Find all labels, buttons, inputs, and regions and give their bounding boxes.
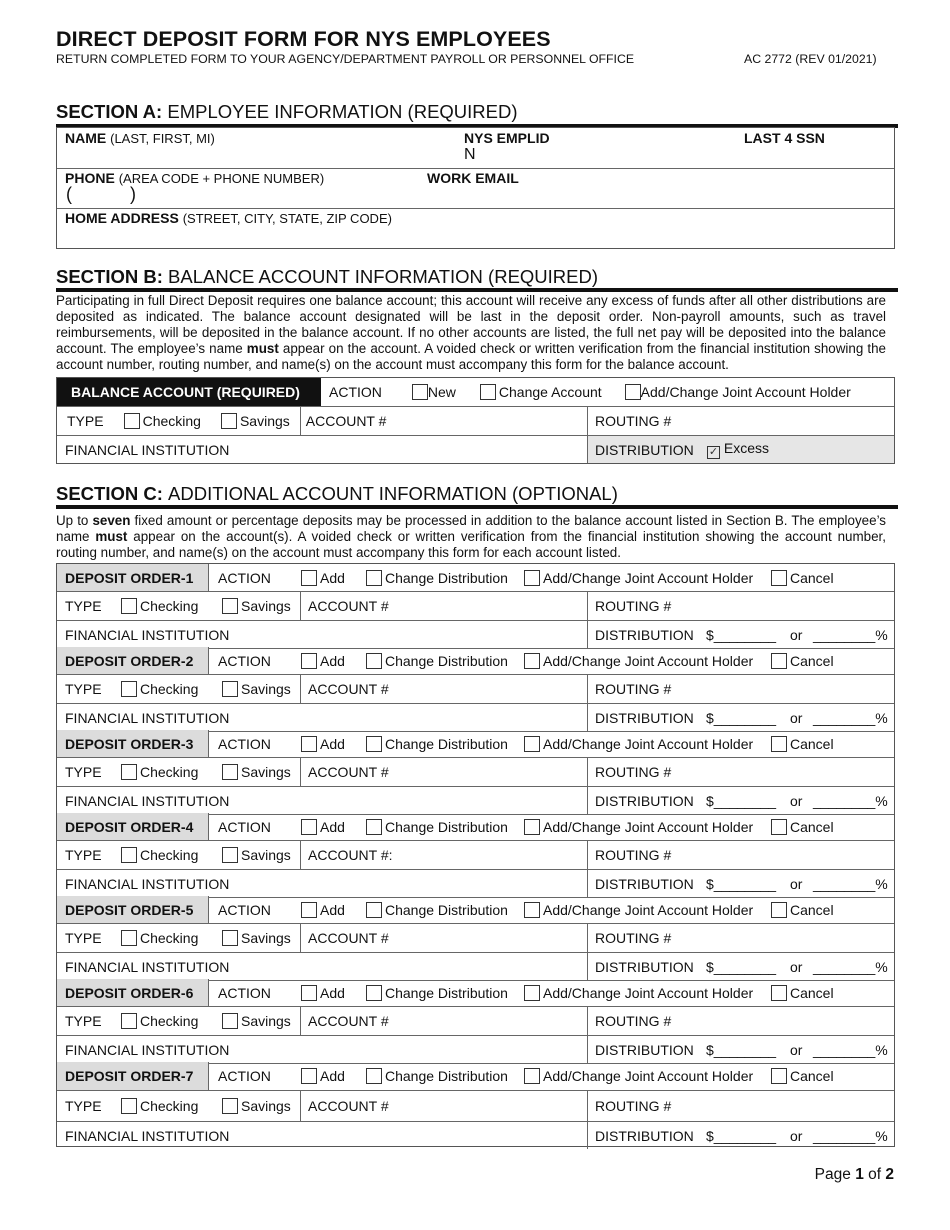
divider bbox=[208, 730, 209, 757]
distribution-amount-field[interactable]: $________ bbox=[706, 626, 777, 643]
section-b-instructions: Participating in full Direct Deposit requires one balance account; this account will receive any excess of funds after all other distributions are deposited as indicated. The balance account designated will be last in the deposit order. Non-payroll amounts, such as travel reimbursements, will be deposited in the balance account. If no other accounts are listed, the full net pay will be deposited into the balance account. The employee’s name must appear on the account. A voided check or written verification from the financial institution showing the account number, routing number, and name(s) on the account must accompany this form for the balance account. bbox=[56, 293, 886, 372]
account-number-field[interactable]: ACCOUNT # bbox=[308, 681, 389, 697]
or-label: or bbox=[790, 875, 803, 892]
checking-option[interactable]: Checking bbox=[124, 413, 201, 429]
account-number-field[interactable]: ACCOUNT # bbox=[308, 1013, 389, 1029]
deposit-order-7-type-row bbox=[57, 1091, 894, 1121]
routing-number-field[interactable]: ROUTING # bbox=[595, 764, 672, 780]
deposit-order-1-type-row bbox=[57, 592, 894, 620]
savings-option[interactable]: Savings bbox=[222, 847, 291, 863]
deposit-order-7-fi-row bbox=[57, 1122, 894, 1149]
change-account-option[interactable]: Change Account bbox=[480, 384, 602, 400]
distribution-amount-field[interactable]: $________ bbox=[706, 709, 777, 726]
financial-institution-field[interactable]: FINANCIAL INSTITUTION bbox=[65, 792, 230, 809]
deposit-order-1-fi-row bbox=[57, 621, 894, 648]
section-b-heading: SECTION B: BALANCE ACCOUNT INFORMATION (REQUIRED) bbox=[56, 266, 599, 287]
form-number: AC 2772 (REV 01/2021) bbox=[744, 52, 877, 66]
change-distribution-option[interactable]: Change Distribution bbox=[366, 570, 508, 586]
savings-option[interactable]: Savings bbox=[221, 413, 290, 429]
savings-option[interactable]: Savings bbox=[222, 930, 291, 946]
action-label: ACTION bbox=[218, 901, 271, 918]
check-icon: ✓ bbox=[708, 446, 719, 458]
cancel-option[interactable]: Cancel bbox=[771, 819, 834, 835]
distribution-amount-field[interactable]: $________ bbox=[706, 792, 777, 809]
divider bbox=[57, 208, 894, 209]
account-number-field[interactable]: ACCOUNT # bbox=[305, 413, 387, 429]
joint-holder-option[interactable]: Add/Change Joint Account Holder bbox=[524, 819, 753, 835]
divider bbox=[300, 675, 301, 703]
routing-number-field[interactable]: ROUTING # bbox=[595, 1013, 672, 1029]
financial-institution-field[interactable]: FINANCIAL INSTITUTION bbox=[65, 958, 230, 975]
form-title: DIRECT DEPOSIT FORM FOR NYS EMPLOYEES bbox=[56, 27, 551, 51]
distribution-percent-field[interactable]: ________% bbox=[813, 875, 888, 892]
type-label: TYPE bbox=[65, 847, 102, 863]
deposit-order-6-type-row bbox=[57, 1007, 894, 1035]
divider bbox=[208, 813, 209, 840]
financial-institution-field[interactable]: FINANCIAL INSTITUTION bbox=[65, 709, 230, 726]
name-field[interactable]: NAME (LAST, FIRST, MI) bbox=[65, 130, 215, 146]
page-number: Page 1 of 2 bbox=[814, 1166, 894, 1183]
divider bbox=[57, 168, 894, 169]
phone-label: PHONE (AREA CODE + PHONE NUMBER) bbox=[65, 170, 325, 186]
joint-holder-option[interactable]: Add/Change Joint Account Holder bbox=[524, 736, 753, 752]
add-option[interactable]: Add bbox=[301, 736, 345, 752]
change-distribution-option[interactable]: Change Distribution bbox=[366, 902, 508, 918]
action-label: ACTION bbox=[218, 735, 271, 752]
account-number-field[interactable]: ACCOUNT #: bbox=[308, 847, 393, 863]
distribution-label: DISTRIBUTION bbox=[595, 1127, 694, 1144]
divider bbox=[300, 924, 301, 952]
divider bbox=[300, 592, 301, 620]
distribution-percent-field[interactable]: ________% bbox=[813, 709, 888, 726]
action-label: ACTION bbox=[218, 1068, 271, 1084]
divider bbox=[300, 758, 301, 786]
change-distribution-option[interactable]: Change Distribution bbox=[366, 985, 508, 1001]
joint-holder-option[interactable]: Add/Change Joint Account Holder bbox=[524, 570, 753, 586]
deposit-order-3-fi-row bbox=[57, 787, 894, 814]
routing-number-field[interactable]: ROUTING # bbox=[595, 681, 672, 697]
distribution-percent-field[interactable]: ________% bbox=[813, 626, 888, 643]
account-number-field[interactable]: ACCOUNT # bbox=[308, 598, 389, 614]
distribution-amount-field[interactable]: $________ bbox=[706, 875, 777, 892]
joint-holder-option[interactable]: Add/Change Joint Account Holder bbox=[625, 384, 851, 400]
phone-field[interactable]: ( ) bbox=[66, 184, 136, 204]
add-option[interactable]: Add bbox=[301, 985, 345, 1001]
routing-number-field[interactable]: ROUTING # bbox=[595, 930, 672, 946]
checking-option[interactable]: Checking bbox=[121, 930, 198, 946]
type-label: TYPE bbox=[65, 1013, 102, 1029]
distribution-percent-field[interactable]: ________% bbox=[813, 1127, 888, 1144]
add-option[interactable]: Add bbox=[301, 1068, 345, 1084]
deposit-order-7-action-row bbox=[57, 1062, 894, 1090]
change-distribution-option[interactable]: Change Distribution bbox=[366, 819, 508, 835]
deposit-order-3-action-row bbox=[57, 730, 894, 757]
distribution-amount-field[interactable]: $________ bbox=[706, 1041, 777, 1058]
deposit-order-5-action-row bbox=[57, 896, 894, 923]
action-label: ACTION bbox=[218, 984, 271, 1001]
savings-option[interactable]: Savings bbox=[222, 1098, 291, 1114]
savings-option[interactable]: Savings bbox=[222, 598, 291, 614]
savings-option[interactable]: Savings bbox=[222, 681, 291, 697]
change-distribution-option[interactable]: Change Distribution bbox=[366, 1068, 508, 1084]
deposit-order-2-type-row bbox=[57, 675, 894, 703]
distribution-label: DISTRIBUTION bbox=[595, 1041, 694, 1058]
deposit-order-2-fi-row bbox=[57, 704, 894, 731]
joint-holder-option[interactable]: Add/Change Joint Account Holder bbox=[524, 653, 753, 669]
distribution-amount-field[interactable]: $________ bbox=[706, 1127, 777, 1144]
deposit-order-6-label: DEPOSIT ORDER-6 bbox=[65, 984, 194, 1001]
cancel-option[interactable]: Cancel bbox=[771, 902, 834, 918]
type-label: TYPE bbox=[65, 764, 102, 780]
section-c-rule bbox=[56, 505, 898, 509]
joint-holder-option[interactable]: Add/Change Joint Account Holder bbox=[524, 985, 753, 1001]
joint-holder-option[interactable]: Add/Change Joint Account Holder bbox=[524, 1068, 753, 1084]
or-label: or bbox=[790, 792, 803, 809]
distribution-percent-field[interactable]: ________% bbox=[813, 958, 888, 975]
deposit-order-3-label: DEPOSIT ORDER-3 bbox=[65, 735, 194, 752]
or-label: or bbox=[790, 1127, 803, 1144]
deposit-order-5-type-row bbox=[57, 924, 894, 952]
divider bbox=[208, 647, 209, 674]
balance-type-row bbox=[57, 407, 894, 435]
savings-option[interactable]: Savings bbox=[222, 764, 291, 780]
divider bbox=[300, 1091, 301, 1121]
divider bbox=[208, 979, 209, 1006]
type-label: TYPE bbox=[65, 1098, 102, 1114]
work-email-field[interactable]: WORK EMAIL bbox=[427, 170, 519, 186]
checking-option[interactable]: Checking bbox=[121, 1098, 198, 1114]
ssn-field[interactable]: LAST 4 SSN bbox=[744, 130, 825, 146]
add-option[interactable]: Add bbox=[301, 570, 345, 586]
or-label: or bbox=[790, 626, 803, 643]
deposit-order-7-label: DEPOSIT ORDER-7 bbox=[65, 1068, 194, 1084]
financial-institution-field[interactable]: FINANCIAL INSTITUTION bbox=[65, 1127, 230, 1144]
balance-fi-row bbox=[57, 436, 894, 463]
cancel-option[interactable]: Cancel bbox=[771, 736, 834, 752]
cancel-option[interactable]: Cancel bbox=[771, 985, 834, 1001]
distribution-label: DISTRIBUTION bbox=[595, 875, 694, 892]
checking-option[interactable]: Checking bbox=[121, 1013, 198, 1029]
or-label: or bbox=[790, 958, 803, 975]
excess-option[interactable]: ✓ Excess bbox=[708, 440, 770, 458]
distribution-label: DISTRIBUTION bbox=[595, 626, 694, 643]
deposit-order-1-action-row bbox=[57, 564, 894, 591]
deposit-order-6-fi-row bbox=[57, 1036, 894, 1063]
home-address-field[interactable]: HOME ADDRESS (STREET, CITY, STATE, ZIP CODE) bbox=[65, 210, 392, 226]
emplid-field[interactable]: N bbox=[464, 146, 476, 163]
or-label: or bbox=[790, 709, 803, 726]
section-a-heading: SECTION A: EMPLOYEE INFORMATION (REQUIRED) bbox=[56, 101, 518, 122]
action-label: ACTION bbox=[218, 652, 271, 669]
deposit-order-4-fi-row bbox=[57, 870, 894, 897]
routing-number-field[interactable]: ROUTING # bbox=[595, 598, 672, 614]
distribution-label: DISTRIBUTION bbox=[595, 792, 694, 809]
financial-institution-field[interactable]: FINANCIAL INSTITUTION bbox=[65, 441, 230, 458]
routing-number-field[interactable]: ROUTING # bbox=[595, 1098, 672, 1114]
add-option[interactable]: Add bbox=[301, 653, 345, 669]
form-subtitle: RETURN COMPLETED FORM TO YOUR AGENCY/DEPARTMENT PAYROLL OR PERSONNEL OFFICE bbox=[56, 52, 635, 66]
distribution-label: DISTRIBUTION bbox=[595, 441, 694, 458]
checking-option[interactable]: Checking bbox=[121, 764, 198, 780]
financial-institution-field[interactable]: FINANCIAL INSTITUTION bbox=[65, 626, 230, 643]
divider bbox=[208, 1062, 209, 1090]
deposit-order-5-fi-row bbox=[57, 953, 894, 980]
emplid-label: NYS EMPLID bbox=[464, 130, 550, 146]
account-number-field[interactable]: ACCOUNT # bbox=[308, 1098, 389, 1114]
deposit-order-1-label: DEPOSIT ORDER-1 bbox=[65, 569, 194, 586]
change-distribution-option[interactable]: Change Distribution bbox=[366, 736, 508, 752]
account-number-field[interactable]: ACCOUNT # bbox=[308, 930, 389, 946]
action-label: ACTION bbox=[218, 818, 271, 835]
cancel-option[interactable]: Cancel bbox=[771, 1068, 834, 1084]
divider bbox=[208, 564, 209, 591]
deposit-order-4-label: DEPOSIT ORDER-4 bbox=[65, 818, 194, 835]
balance-account-title: BALANCE ACCOUNT (REQUIRED) bbox=[57, 378, 321, 406]
cancel-option[interactable]: Cancel bbox=[771, 653, 834, 669]
distribution-label: DISTRIBUTION bbox=[595, 709, 694, 726]
checking-option[interactable]: Checking bbox=[121, 598, 198, 614]
type-label: TYPE bbox=[65, 681, 102, 697]
type-label: TYPE bbox=[65, 598, 102, 614]
routing-number-field[interactable]: ROUTING # bbox=[595, 413, 672, 429]
section-c-instructions: Up to seven fixed amount or percentage deposits may be processed in addition to the balance account listed in Section B. The employee’s name must appear on the account(s). A voided check or written verification from the financial institution showing the account number, routing number, and name(s) on the account must accompany this form for each account listed. bbox=[56, 513, 886, 560]
deposit-order-4-action-row bbox=[57, 813, 894, 840]
type-label: TYPE bbox=[67, 413, 104, 429]
deposit-order-2-label: DEPOSIT ORDER-2 bbox=[65, 652, 194, 669]
deposit-order-5-label: DEPOSIT ORDER-5 bbox=[65, 901, 194, 918]
routing-number-field[interactable]: ROUTING # bbox=[595, 847, 672, 863]
section-c-heading: SECTION C: ADDITIONAL ACCOUNT INFORMATION (OPTIONAL) bbox=[56, 483, 618, 504]
change-distribution-option[interactable]: Change Distribution bbox=[366, 653, 508, 669]
savings-option[interactable]: Savings bbox=[222, 1013, 291, 1029]
deposit-order-6-action-row bbox=[57, 979, 894, 1006]
joint-holder-option[interactable]: Add/Change Joint Account Holder bbox=[524, 902, 753, 918]
distribution-percent-field[interactable]: ________% bbox=[813, 792, 888, 809]
section-b-rule bbox=[56, 288, 898, 292]
distribution-percent-field[interactable]: ________% bbox=[813, 1041, 888, 1058]
new-option[interactable]: New bbox=[412, 384, 456, 400]
checking-option[interactable]: Checking bbox=[121, 681, 198, 697]
divider bbox=[300, 1007, 301, 1035]
add-option[interactable]: Add bbox=[301, 819, 345, 835]
financial-institution-field[interactable]: FINANCIAL INSTITUTION bbox=[65, 1041, 230, 1058]
checking-option[interactable]: Checking bbox=[121, 847, 198, 863]
deposit-order-4-type-row bbox=[57, 841, 894, 869]
distribution-amount-field[interactable]: $________ bbox=[706, 958, 777, 975]
divider bbox=[300, 841, 301, 869]
action-label: ACTION bbox=[329, 384, 382, 400]
action-label: ACTION bbox=[218, 569, 271, 586]
add-option[interactable]: Add bbox=[301, 902, 345, 918]
type-label: TYPE bbox=[65, 930, 102, 946]
divider bbox=[300, 407, 301, 435]
balance-action-row bbox=[57, 378, 894, 406]
deposit-order-2-action-row bbox=[57, 647, 894, 674]
cancel-option[interactable]: Cancel bbox=[771, 570, 834, 586]
distribution-label: DISTRIBUTION bbox=[595, 958, 694, 975]
or-label: or bbox=[790, 1041, 803, 1058]
deposit-order-3-type-row bbox=[57, 758, 894, 786]
account-number-field[interactable]: ACCOUNT # bbox=[308, 764, 389, 780]
financial-institution-field[interactable]: FINANCIAL INSTITUTION bbox=[65, 875, 230, 892]
divider bbox=[208, 896, 209, 923]
